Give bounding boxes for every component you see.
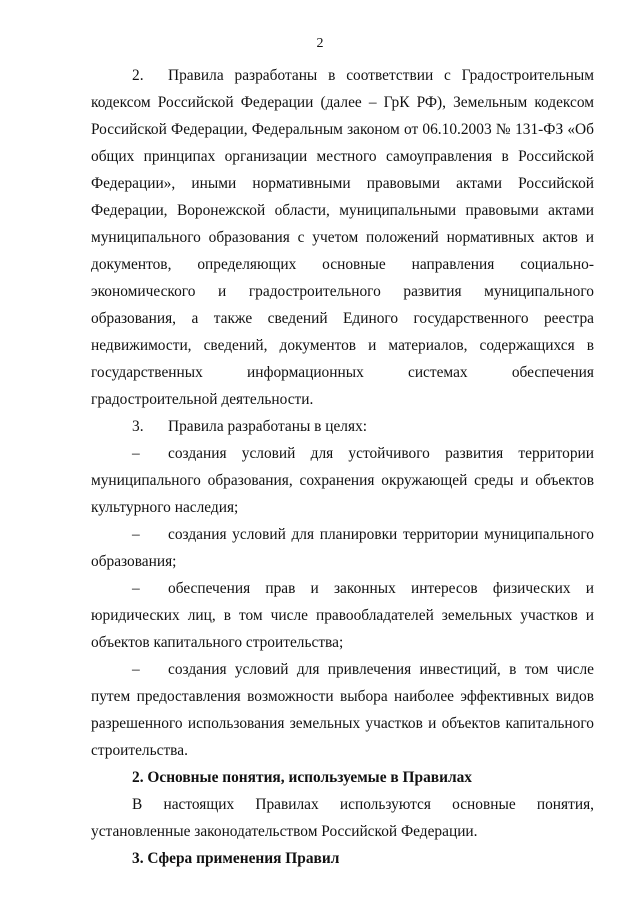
dash-bullet: – xyxy=(132,661,140,678)
goal-item-2 xyxy=(91,521,594,575)
section-2-heading: 2. Основные понятия, используемые в Правилах xyxy=(132,769,472,786)
section-2-text: В настоящих Правилах используются основные понятия, установленные законодательством Российской Федерации. xyxy=(91,796,594,840)
paragraph-text: Правила разработаны в целях: xyxy=(168,418,368,435)
goal-item-1 xyxy=(91,440,594,521)
paragraph-number: 2. xyxy=(132,67,144,84)
goal-text: создания условий для привлечения инвестиций, в том числе путем предоставления возможности выбора наиболее эффективных видов разрешенного использования земельных участков и объектов капитального строительства. xyxy=(91,661,594,759)
document-body xyxy=(91,62,594,872)
goal-text: создания условий для устойчивого развития территории муниципального образования, сохранения окружающей среды и объектов культурного наследия; xyxy=(91,445,594,516)
dash-bullet: – xyxy=(132,445,140,462)
goal-text: обеспечения прав и законных интересов физических и юридических лиц, в том числе правообладателей земельных участков и объектов капитального строительства; xyxy=(91,580,594,651)
goal-item-4 xyxy=(91,656,594,764)
paragraph-text: Правила разработаны в соответствии с Градостроительным кодексом Российской Федерации (далее – ГрК РФ), Земельным кодексом Российской Федерации, Федеральным законом от 06.10.2003 № 131-ФЗ «Об общих принципах организации местного самоуправления в Российской Федерации», иными нормативными правовыми актами Российской Федерации, Воронежской области, муниципальными правовыми актами муниципального образования с учетом положений нормативных актов и документов, определяющих основные направления социально-экономического и градостроительного развития муниципального образования, а также сведений Единого государственного реестра недвижимости, сведений, документов и материалов, содержащихся в государственных информационных системах обеспечения градостроительной деятельности. xyxy=(91,67,594,408)
paragraph-3 xyxy=(91,413,594,440)
goal-text: создания условий для планировки территории муниципального образования; xyxy=(91,526,594,570)
paragraph-2 xyxy=(91,62,594,413)
paragraph-number: 3. xyxy=(132,418,144,435)
page-number: 2 xyxy=(316,36,324,51)
dash-bullet: – xyxy=(132,580,140,597)
dash-bullet: – xyxy=(132,526,140,543)
goal-item-3 xyxy=(91,575,594,656)
section-3-heading: 3. Сфера применения Правил xyxy=(132,850,340,867)
